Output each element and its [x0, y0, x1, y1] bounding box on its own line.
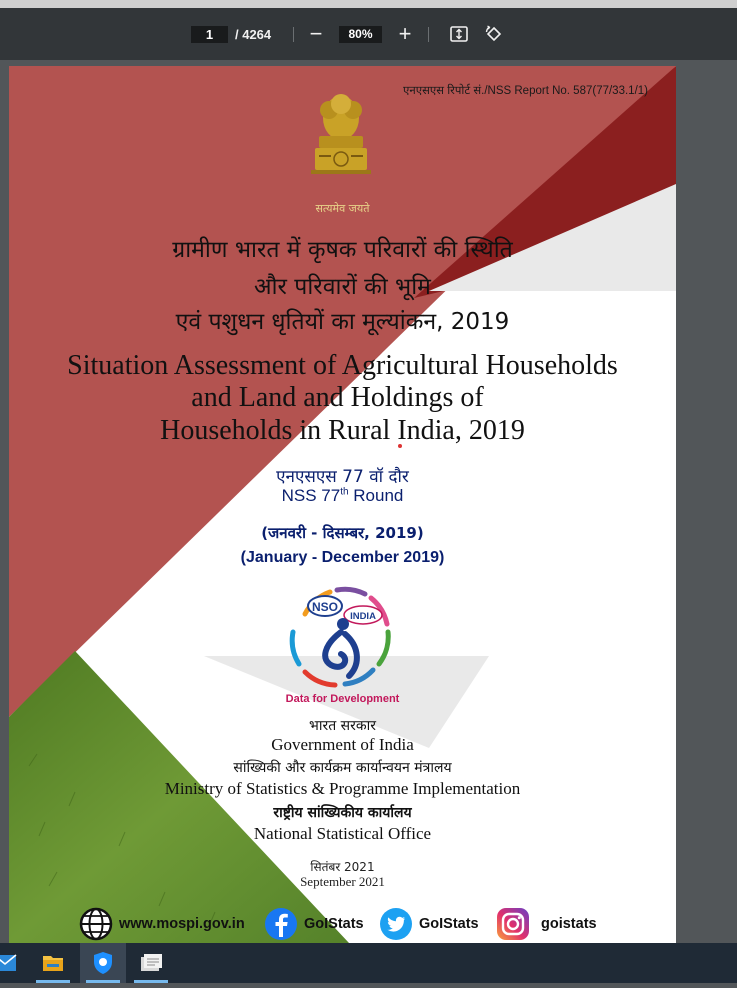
office-english: National Statistical Office	[253, 824, 432, 843]
toolbar-divider	[428, 27, 429, 42]
title-english-line-1: Situation Assessment of Agricultural Households	[67, 350, 618, 381]
zoom-level-input[interactable]: 80%	[339, 26, 382, 43]
emblem-motto: सत्यमेव जयते	[315, 202, 370, 215]
twitter-icon	[379, 907, 413, 941]
instagram-link[interactable]	[496, 904, 597, 943]
round-hindi: एनएसएस 77 वॉ दौर	[276, 467, 409, 487]
rotate-icon[interactable]	[484, 24, 504, 44]
window-top-strip	[0, 0, 737, 8]
instagram-label: goistats	[541, 916, 597, 932]
lion-capital-icon	[301, 90, 381, 194]
nso-india-logo-icon	[275, 584, 405, 694]
page-number-input[interactable]: 1	[191, 26, 228, 43]
toolbar-divider	[293, 27, 294, 42]
twitter-label: GoIStats	[419, 916, 479, 932]
taskbar-mail-app[interactable]	[0, 943, 22, 983]
taskbar-file-explorer[interactable]	[33, 943, 73, 983]
facebook-icon	[264, 907, 298, 941]
logo-nso-text: NSO	[311, 600, 339, 614]
office-hindi: राष्ट्रीय सांख्यिकीय कार्यालय	[273, 805, 412, 821]
ministry-hindi: सांख्यिकी और कार्यक्रम कार्यान्वयन मंत्रालय	[233, 760, 452, 776]
facebook-link[interactable]	[264, 904, 364, 943]
taskbar	[0, 943, 737, 983]
fit-page-icon[interactable]	[449, 24, 469, 44]
website-label: www.mospi.gov.in	[119, 916, 245, 932]
globe-icon	[79, 907, 113, 941]
pdf-toolbar	[0, 8, 737, 60]
gov-english: Government of India	[271, 735, 414, 754]
folder-icon	[33, 943, 73, 983]
month-english: September 2021	[300, 874, 385, 889]
title-english-line-2: and Land and Holdings of	[191, 382, 484, 413]
round-english-prefix: NSS 77	[281, 486, 341, 505]
zoom-in-button[interactable]: +	[398, 21, 412, 46]
dates-hindi: (जनवरी - दिसम्बर, 2019)	[261, 524, 424, 542]
zoom-out-button[interactable]: −	[309, 21, 323, 46]
title-hindi-line-2: और परिवारों की भूमि	[254, 274, 431, 300]
dates-english: (January - December 2019)	[240, 549, 445, 566]
taskbar-app-4[interactable]	[131, 943, 171, 983]
title-hindi-line-1: ग्रामीण भारत में कृषक परिवारों की स्थिति	[172, 237, 513, 263]
round-english	[9, 486, 676, 506]
ministry-english: Ministry of Statistics & Programme Implementation	[164, 779, 521, 798]
national-emblem	[301, 90, 381, 194]
browser-shield-icon	[80, 943, 126, 983]
website-link[interactable]	[79, 904, 245, 943]
page-total-label: / 4264	[235, 27, 272, 42]
document-stack-icon	[131, 943, 171, 983]
round-english-suffix: Round	[348, 486, 404, 505]
taskbar-browser[interactable]	[80, 943, 126, 983]
twitter-link[interactable]	[379, 904, 479, 943]
gov-hindi: भारत सरकार	[309, 718, 376, 734]
logo-tagline: Data for Development	[285, 693, 400, 705]
facebook-label: GoIStats	[304, 916, 364, 932]
mail-icon	[0, 943, 22, 983]
title-english-line-3: Households in Rural India, 2019	[160, 415, 525, 446]
nso-logo	[275, 584, 405, 694]
month-hindi: सितंबर 2021	[310, 860, 375, 874]
logo-india-text: INDIA	[350, 611, 376, 622]
instagram-icon	[496, 907, 530, 941]
title-hindi-line-3: एवं पशुधन धृतियों का मूल्यांकन, 2019	[175, 309, 510, 335]
report-number: एनएसएस रिपोर्ट सं./NSS Report No. 587(77/33.1/1)	[402, 85, 648, 97]
pdf-page	[9, 66, 676, 943]
round-english-sup: th	[340, 486, 349, 498]
